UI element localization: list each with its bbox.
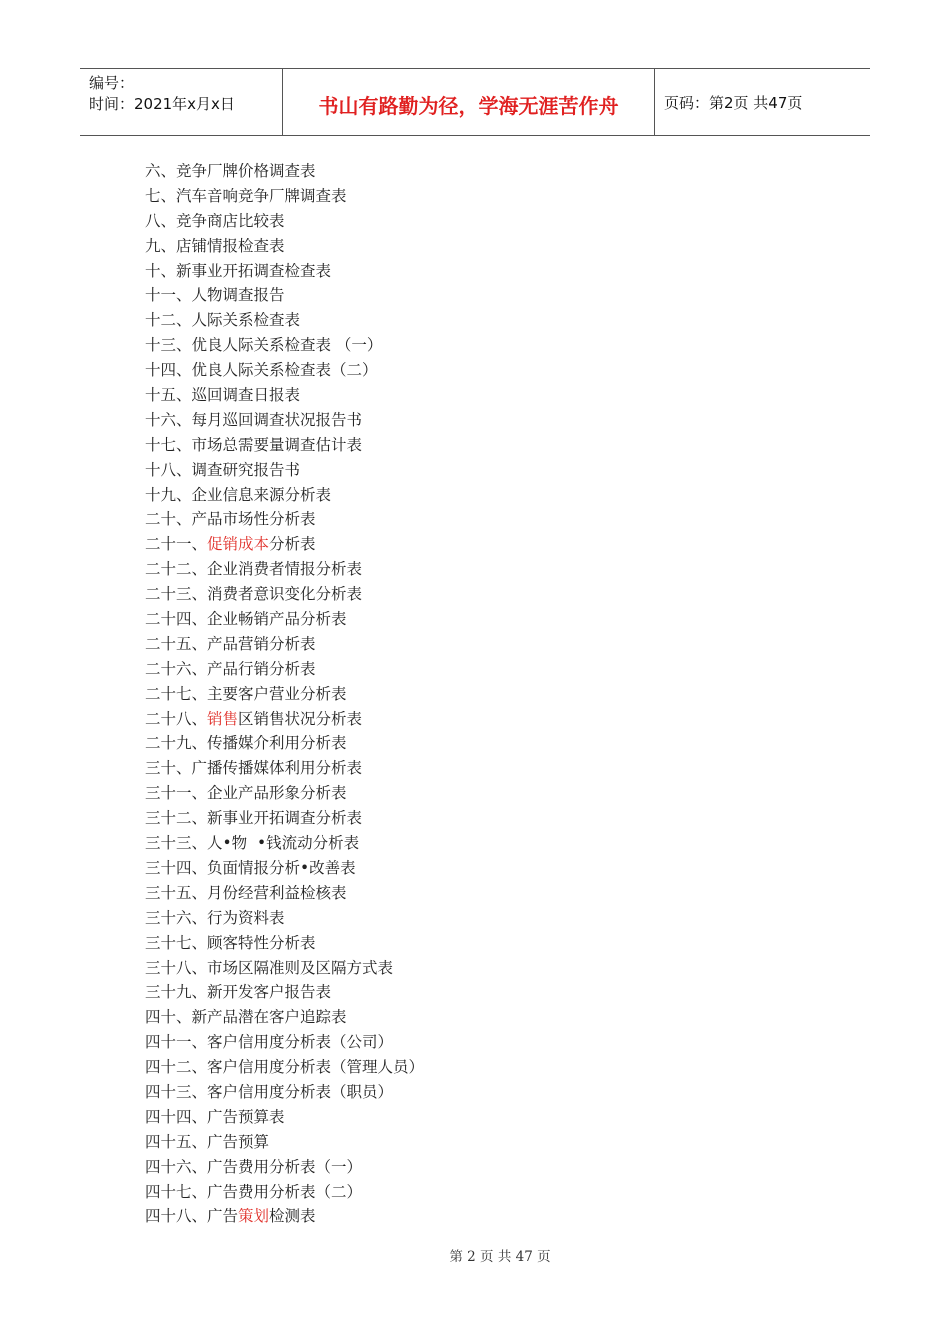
toc-item-text: 四十六、广告费用分析表（一） — [145, 1157, 363, 1176]
toc-item-text: 十九、企业信息来源分析表 — [145, 485, 332, 504]
toc-item — [145, 806, 424, 831]
toc-item-text: 三十八、市场区隔准则及区隔方式表 — [145, 958, 394, 977]
toc-item — [145, 1105, 424, 1130]
toc-item-text: 四十、新产品潜在客户追踪表 — [145, 1008, 347, 1027]
toc-item — [145, 1130, 424, 1155]
toc-item-text: 三十五、月份经营利益检核表 — [145, 883, 347, 902]
toc-item — [145, 234, 424, 259]
toc-item-text: 三十九、新开发客户报告表 — [145, 983, 332, 1002]
toc-item-text: 二十七、主要客户营业分析表 — [145, 684, 347, 703]
toc-item-highlight: 销售 — [207, 709, 239, 728]
toc-item-text: 十、新事业开拓调查检查表 — [145, 261, 332, 280]
page-header — [80, 68, 870, 136]
toc-item-text: 三十七、顾客特性分析表 — [145, 933, 316, 952]
toc-item-text: 二十三、消费者意识变化分析表 — [145, 585, 363, 604]
header-meta — [80, 69, 283, 135]
toc-item — [145, 731, 424, 756]
header-page-info: 页码：第2页 共47页 — [664, 93, 803, 112]
toc-item-text: 二十一、 — [145, 535, 208, 554]
toc-item-text: 四十二、客户信用度分析表（管理人员） — [145, 1058, 425, 1077]
toc-item-text: 十七、市场总需要量调查估计表 — [145, 435, 363, 454]
toc-item-highlight: 促销成本 — [207, 535, 270, 554]
toc-item — [145, 408, 424, 433]
toc-item-text: 四十七、广告费用分析表（二） — [145, 1182, 363, 1201]
toc-item-text: 分析表 — [269, 535, 316, 554]
toc-item-text: 二十六、产品行销分析表 — [145, 659, 316, 678]
toc-item — [145, 1080, 424, 1105]
toc-item — [145, 956, 424, 981]
toc-item — [145, 1180, 424, 1205]
toc-item — [145, 1155, 424, 1180]
toc-item-text: 三十、广播传播媒体利用分析表 — [145, 759, 363, 778]
toc-item — [145, 856, 424, 881]
header-motto: 书山有路勤为径，学海无涯苦作舟 — [283, 69, 655, 135]
toc-item — [145, 557, 424, 582]
toc-item-text: 六、竞争厂牌价格调查表 — [145, 162, 316, 180]
toc-item — [145, 1005, 424, 1030]
toc-item — [145, 184, 424, 209]
toc-item — [145, 159, 424, 184]
toc-item-text: 三十一、企业产品形象分析表 — [145, 784, 347, 803]
toc-item — [145, 707, 424, 732]
toc-item-text: 二十五、产品营销分析表 — [145, 634, 316, 653]
toc-item-text: 三十三、人•物 •钱流动分析表 — [145, 834, 360, 853]
toc-item — [145, 831, 424, 856]
toc-item-text: 三十二、新事业开拓调查分析表 — [145, 809, 363, 828]
toc-item — [145, 483, 424, 508]
toc-item — [145, 607, 424, 632]
time-label: 时间：2021年x月x日 — [89, 95, 235, 113]
toc-item-text: 八、竞争商店比较表 — [145, 211, 285, 230]
toc-item — [145, 433, 424, 458]
table-of-contents — [145, 159, 424, 1229]
toc-item-text: 三十四、负面情报分析•改善表 — [145, 858, 356, 877]
toc-item-text: 四十五、广告预算 — [145, 1132, 270, 1151]
toc-item — [145, 259, 424, 284]
toc-item — [145, 532, 424, 557]
toc-item — [145, 209, 424, 234]
toc-item-text: 十八、调查研究报告书 — [145, 460, 301, 479]
toc-item-text: 十三、优良人际关系检查表 （一） — [145, 336, 383, 355]
toc-item — [145, 383, 424, 408]
toc-item — [145, 358, 424, 383]
toc-item — [145, 458, 424, 483]
toc-item — [145, 682, 424, 707]
toc-item — [145, 1204, 424, 1229]
toc-item-text: 九、店铺情报检查表 — [145, 236, 285, 255]
toc-item — [145, 980, 424, 1005]
number-label: 编号： — [89, 74, 135, 92]
toc-item — [145, 283, 424, 308]
toc-item — [145, 1030, 424, 1055]
toc-item — [145, 657, 424, 682]
toc-item-text: 二十二、企业消费者情报分析表 — [145, 560, 363, 579]
toc-item — [145, 582, 424, 607]
toc-item — [145, 632, 424, 657]
toc-item-text: 二十八、 — [145, 709, 208, 728]
toc-item — [145, 881, 424, 906]
toc-item — [145, 931, 424, 956]
toc-item-text: 区销售状况分析表 — [238, 709, 363, 728]
toc-item-text: 三十六、行为资料表 — [145, 908, 285, 927]
toc-item-text: 四十八、广告 — [145, 1207, 239, 1226]
toc-item-text: 二十九、传播媒介利用分析表 — [145, 734, 347, 753]
toc-item-text: 四十三、客户信用度分析表（职员） — [145, 1082, 394, 1101]
toc-item-text: 检测表 — [269, 1207, 316, 1226]
toc-item — [145, 308, 424, 333]
toc-item — [145, 333, 424, 358]
toc-item-text: 十二、人际关系检查表 — [145, 311, 301, 330]
toc-item — [145, 1055, 424, 1080]
toc-item-text: 十六、每月巡回调查状况报告书 — [145, 410, 363, 429]
toc-item-highlight: 策划 — [238, 1207, 270, 1226]
toc-item — [145, 781, 424, 806]
toc-item-text: 七、汽车音响竞争厂牌调查表 — [145, 186, 347, 205]
toc-item — [145, 906, 424, 931]
toc-item — [145, 507, 424, 532]
toc-item-text: 十四、优良人际关系检查表（二） — [145, 361, 378, 380]
toc-item-text: 四十一、客户信用度分析表（公司） — [145, 1033, 394, 1052]
toc-item-text: 四十四、广告预算表 — [145, 1107, 285, 1126]
toc-item-text: 十五、巡回调查日报表 — [145, 386, 301, 405]
toc-item-text: 十一、人物调查报告 — [145, 286, 285, 305]
page-footer: 第 2 页 共 47 页 — [449, 1249, 551, 1265]
toc-item — [145, 756, 424, 781]
toc-item-text: 二十、产品市场性分析表 — [145, 510, 316, 529]
toc-item-text: 二十四、企业畅销产品分析表 — [145, 610, 347, 629]
